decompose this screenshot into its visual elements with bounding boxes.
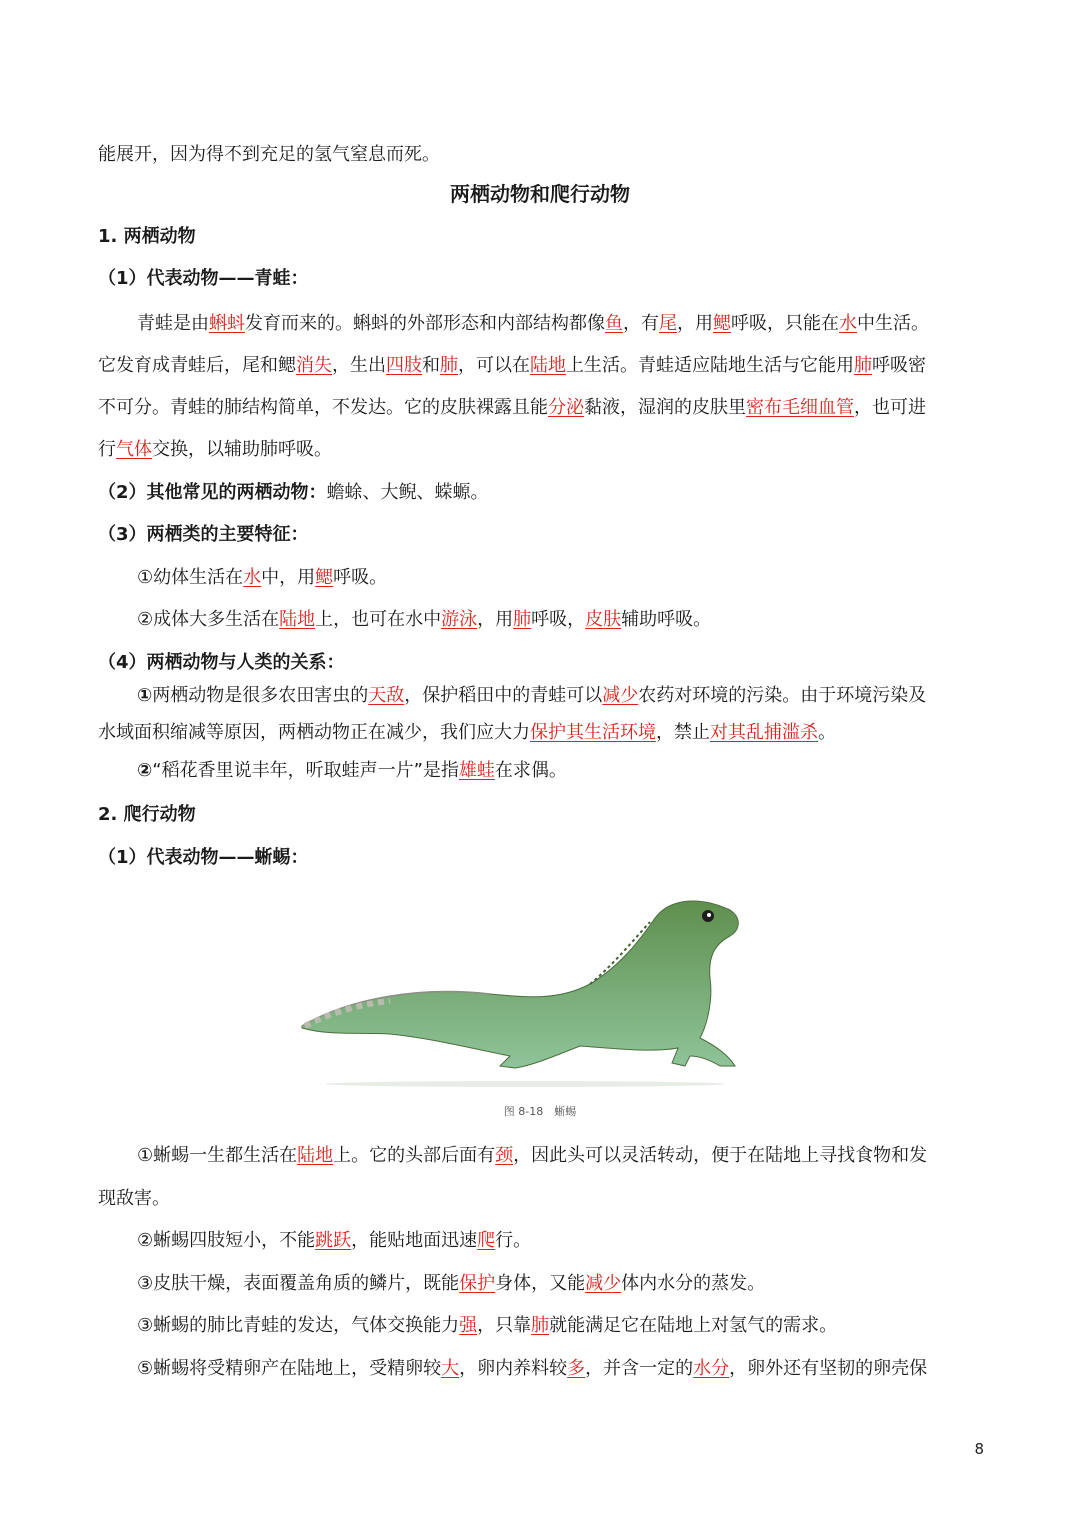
text-line bbox=[137, 683, 926, 709]
answer-blank: 蝌蚪 bbox=[209, 313, 245, 334]
text-segment: 能展开，因为得不到充足的氢气窒息而死。 bbox=[98, 144, 440, 165]
text-segment: 中生活。 bbox=[857, 313, 929, 334]
text-segment: 辅助呼吸。 bbox=[621, 609, 712, 630]
text-line bbox=[137, 565, 387, 591]
text-line bbox=[98, 353, 926, 379]
answer-blank: 跳跃 bbox=[315, 1230, 352, 1251]
answer-blank: 肺 bbox=[854, 355, 872, 376]
answer-blank: 强 bbox=[459, 1315, 478, 1336]
text-line bbox=[137, 1313, 837, 1339]
answer-blank: 鳃 bbox=[713, 313, 731, 334]
text-line bbox=[137, 1143, 927, 1169]
answer-blank: 分泌 bbox=[548, 397, 584, 418]
text-segment: 就能满足它在陆地上对氢气的需求。 bbox=[549, 1315, 838, 1336]
text-segment: 发育而来的。蝌蚪的外部形态和内部结构都像 bbox=[245, 313, 605, 334]
answer-blank: 对其乱捕滥杀 bbox=[710, 722, 818, 743]
text-line bbox=[137, 758, 567, 784]
answer-blank: 气体 bbox=[116, 439, 152, 460]
answer-blank: 鳃 bbox=[315, 567, 334, 588]
text-segment: 蟾蜍、大鲵、蝾螈。 bbox=[326, 482, 489, 503]
text-segment: 呼吸，只能在 bbox=[731, 313, 839, 334]
text-segment: ，因此头可以灵活转动，便于在陆地上寻找食物和发 bbox=[513, 1145, 928, 1166]
answer-blank: 减少 bbox=[602, 685, 639, 706]
answer-blank: 消失 bbox=[296, 355, 332, 376]
subheading-frog: （1）代表动物——青蛙： bbox=[98, 268, 309, 289]
text-segment: 。 bbox=[818, 722, 836, 743]
text-line bbox=[137, 311, 929, 337]
text-segment: ，也可进 bbox=[854, 397, 926, 418]
text-segment: 交换，以辅助肺呼吸。 bbox=[152, 439, 332, 460]
answer-blank: 游泳 bbox=[441, 609, 478, 630]
text-segment: 在求偶。 bbox=[494, 760, 567, 781]
answer-blank: 保护其生活环境 bbox=[530, 722, 656, 743]
text-segment: ①蜥蜴一生都生活在 bbox=[137, 1145, 298, 1166]
text-segment: ，卵外还有坚韧的卵壳保 bbox=[729, 1358, 928, 1379]
text-line bbox=[137, 1271, 765, 1297]
answer-blank: 肺 bbox=[531, 1315, 550, 1336]
text-segment: 上。它的头部后面有 bbox=[333, 1145, 496, 1166]
text-segment: ，能贴地面迅速 bbox=[351, 1230, 478, 1251]
text-segment: （2）其他常见的两栖动物： bbox=[98, 482, 327, 503]
answer-blank: 水分 bbox=[693, 1358, 730, 1379]
text-line bbox=[98, 720, 836, 746]
text-line bbox=[98, 395, 926, 421]
text-segment: ②蜥蜴四肢短小，不能 bbox=[137, 1230, 316, 1251]
answer-blank: 皮肤 bbox=[585, 609, 622, 630]
text-line bbox=[98, 480, 489, 506]
answer-blank: 肺 bbox=[440, 355, 458, 376]
subheading-lizard: （1）代表动物——蜥蜴： bbox=[98, 847, 309, 868]
text-segment: ③皮肤干燥，表面覆盖角质的鳞片，既能 bbox=[137, 1273, 460, 1294]
subheading-features: （3）两栖类的主要特征： bbox=[98, 524, 309, 545]
text-segment: ③蜥蜴的肺比青蛙的发达，气体交换能力 bbox=[137, 1315, 460, 1336]
text-segment: “稻花香里说丰年，听取蛙声一片”是指 bbox=[152, 760, 459, 781]
answer-blank: 颈 bbox=[495, 1145, 514, 1166]
text-segment: 它发育成青蛙后，尾和鳃 bbox=[98, 355, 296, 376]
text-segment: ，可以在 bbox=[458, 355, 530, 376]
answer-blank: 减少 bbox=[585, 1273, 622, 1294]
text-segment: ，保护稻田中的青蛙可以 bbox=[404, 685, 603, 706]
text-segment: 黏液，湿润的皮肤里 bbox=[584, 397, 746, 418]
text-segment: ，有 bbox=[623, 313, 659, 334]
text-segment: 体内水分的蒸发。 bbox=[621, 1273, 766, 1294]
answer-blank: 保护 bbox=[459, 1273, 496, 1294]
text-segment: ② bbox=[137, 760, 153, 781]
text-line bbox=[137, 1356, 927, 1382]
text-segment: 呼吸。 bbox=[333, 567, 388, 588]
text-segment: 上，也可在水中 bbox=[315, 609, 442, 630]
text-line bbox=[98, 142, 440, 168]
text-segment: 中，用 bbox=[261, 567, 316, 588]
text-segment: 和 bbox=[422, 355, 440, 376]
text-segment: ，用 bbox=[477, 609, 514, 630]
text-segment: ，并含一定的 bbox=[585, 1358, 694, 1379]
text-segment: 行 bbox=[98, 439, 116, 460]
text-segment: 呼吸密 bbox=[872, 355, 926, 376]
answer-blank: 陆地 bbox=[279, 609, 316, 630]
answer-blank: 雄蛙 bbox=[458, 760, 495, 781]
page-number: 8 bbox=[974, 1440, 984, 1458]
text-segment: ②成体大多生活在 bbox=[137, 609, 280, 630]
answer-blank: 水 bbox=[243, 567, 262, 588]
answer-blank: 陆地 bbox=[530, 355, 566, 376]
answer-blank: 密布毛细血管 bbox=[746, 397, 854, 418]
answer-blank: 四肢 bbox=[386, 355, 422, 376]
text-segment: ，禁止 bbox=[656, 722, 710, 743]
text-segment: 上生活。青蛙适应陆地生活与它能用 bbox=[566, 355, 854, 376]
answer-blank: 天敌 bbox=[368, 685, 405, 706]
text-line bbox=[98, 437, 332, 463]
text-segment: ，卵内养料较 bbox=[459, 1358, 568, 1379]
answer-blank: 爬 bbox=[477, 1230, 496, 1251]
text-segment: ①幼体生活在 bbox=[137, 567, 244, 588]
answer-blank: 肺 bbox=[513, 609, 532, 630]
answer-blank: 鱼 bbox=[605, 313, 623, 334]
text-segment: 呼吸， bbox=[531, 609, 586, 630]
text-segment: 行。 bbox=[495, 1230, 532, 1251]
text-segment: 不可分。青蛙的肺结构简单，不发达。它的皮肤裸露且能 bbox=[98, 397, 548, 418]
text-segment: 水域面积缩减等原因，两栖动物正在减少，我们应大力 bbox=[98, 722, 530, 743]
text-segment: ，用 bbox=[677, 313, 713, 334]
text-segment: ⑤蜥蜴将受精卵产在陆地上，受精卵较 bbox=[137, 1358, 442, 1379]
text-segment: ，生出 bbox=[332, 355, 386, 376]
figure-caption: 图 8-18 蜥蜴 bbox=[503, 1105, 577, 1118]
answer-blank: 尾 bbox=[659, 313, 677, 334]
lizard-illustration bbox=[290, 888, 760, 1088]
answer-blank: 大 bbox=[441, 1358, 460, 1379]
text-segment: 现敌害。 bbox=[98, 1188, 170, 1209]
text-segment: 两栖动物是很多农田害虫的 bbox=[152, 685, 369, 706]
heading-reptiles: 2. 爬行动物 bbox=[98, 804, 196, 825]
text-line bbox=[98, 1186, 170, 1212]
text-line bbox=[137, 607, 711, 633]
answer-blank: 多 bbox=[567, 1358, 586, 1379]
answer-blank: 水 bbox=[839, 313, 857, 334]
answer-blank: 陆地 bbox=[297, 1145, 334, 1166]
text-line bbox=[137, 1228, 531, 1254]
text-segment: ，只靠 bbox=[477, 1315, 532, 1336]
subheading-relation: （4）两栖动物与人类的关系： bbox=[98, 652, 345, 673]
section-title: 两栖动物和爬行动物 bbox=[450, 182, 630, 206]
text-segment: 青蛙是由 bbox=[137, 313, 209, 334]
text-segment: 身体，又能 bbox=[495, 1273, 586, 1294]
heading-amphibians: 1. 两栖动物 bbox=[98, 226, 196, 247]
text-segment: 农药对环境的污染。由于环境污染及 bbox=[638, 685, 927, 706]
text-segment: ① bbox=[137, 685, 153, 706]
